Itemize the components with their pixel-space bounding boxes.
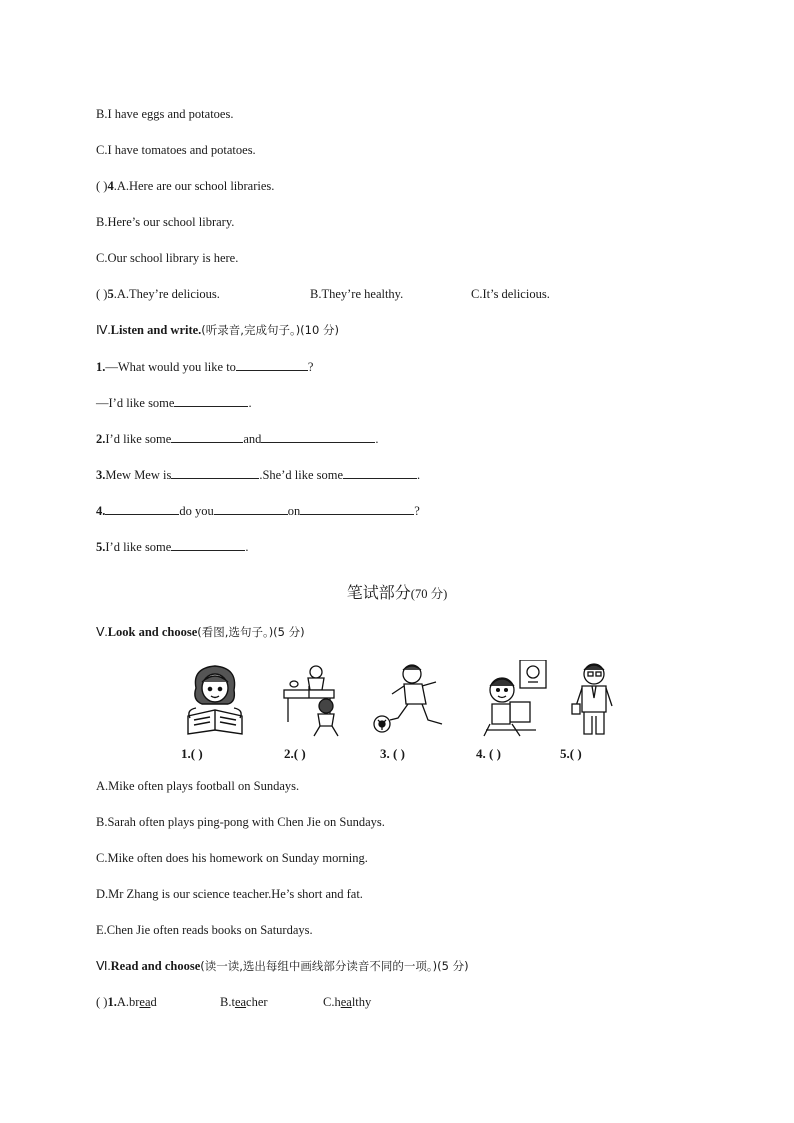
- option-b: B.Sarah often plays ping-pong with Chen Jie on Sundays.: [96, 815, 385, 829]
- section-numeral: Ⅳ.: [96, 323, 111, 337]
- question-number: 4.: [96, 504, 106, 518]
- question-number: 3.: [96, 468, 106, 482]
- part-score: (70 分): [410, 587, 448, 601]
- sentence-text: do you: [179, 504, 214, 518]
- q5-option-a: .A.They’re delicious.: [113, 287, 220, 301]
- option-d: D.Mr Zhang is our science teacher.He’s short and fat.: [96, 887, 363, 901]
- section-instruction: (读一读,选出每组中画线部分读音不同的一项。)(5 分): [200, 959, 469, 973]
- sentence-text: Mew Mew is: [105, 468, 172, 482]
- word-c-suffix: lthy: [351, 995, 372, 1009]
- sentence-text: and: [243, 432, 262, 446]
- s4-q4: [96, 502, 420, 519]
- section-5-heading: [96, 624, 305, 640]
- s4-q2: [96, 430, 379, 447]
- answer-blank[interactable]: [300, 502, 414, 515]
- q3-option-c: C.I have tomatoes and potatoes.: [96, 143, 256, 157]
- sentence-text: —What would you like to: [105, 360, 236, 374]
- word-a-suffix: d: [150, 995, 157, 1009]
- sentence-text: on: [287, 504, 301, 518]
- punctuation: .: [245, 540, 249, 554]
- question-number: 5.: [96, 540, 106, 554]
- q5-line: [96, 286, 220, 302]
- punctuation: ?: [414, 504, 420, 518]
- s4-q1b: [96, 394, 252, 411]
- girl-reading-picture: [182, 660, 248, 736]
- q4-option-c: C.Our school library is here.: [96, 251, 239, 265]
- answer-paren[interactable]: ( ): [96, 179, 108, 193]
- s6-q1: [96, 994, 157, 1010]
- s6-q1-option-b: [220, 994, 268, 1010]
- section-numeral: Ⅴ.: [96, 625, 108, 639]
- word-b-underlined: ea: [234, 995, 247, 1009]
- s4-q1a: [96, 358, 313, 375]
- option-a: A.Mike often plays football on Sundays.: [96, 779, 300, 793]
- q4-option-b: B.Here’s our school library.: [96, 215, 235, 229]
- punctuation: .: [248, 396, 252, 410]
- punctuation: .: [417, 468, 421, 482]
- punctuation: ?: [307, 360, 314, 374]
- answer-blank[interactable]: [174, 394, 248, 407]
- picture-number-1[interactable]: 1.( ): [181, 746, 203, 761]
- answer-paren[interactable]: ( ): [96, 995, 108, 1009]
- word-a-prefix: A.br: [116, 995, 140, 1009]
- answer-blank[interactable]: [214, 502, 288, 515]
- section-title: Listen and write.: [110, 323, 202, 337]
- sentence-text: —I’d like some: [96, 396, 175, 410]
- question-number: 2.: [96, 432, 106, 446]
- q3-option-b: B.I have eggs and potatoes.: [96, 107, 234, 121]
- q5-option-b: B.They’re healthy.: [310, 287, 404, 301]
- written-part-title: [0, 580, 794, 603]
- question-number: 4: [107, 179, 114, 193]
- s4-q3: [96, 466, 420, 483]
- sentence-text: .She’d like some: [259, 468, 344, 482]
- homework-picture: [476, 660, 554, 740]
- section-instruction: (听录音,完成句子。)(10 分): [201, 323, 339, 337]
- question-number: 5: [107, 287, 114, 301]
- punctuation: .: [375, 432, 379, 446]
- question-number: 1.: [96, 360, 106, 374]
- section-4-heading: [96, 322, 339, 338]
- s4-q5: [96, 538, 248, 555]
- word-b-suffix: cher: [246, 995, 268, 1009]
- section-instruction: (看图,选句子。)(5 分): [197, 625, 305, 639]
- answer-blank[interactable]: [171, 538, 245, 551]
- part-title-text: 笔试部分: [346, 583, 411, 602]
- picture-number-5[interactable]: 5.( ): [560, 746, 582, 761]
- section-6-heading: [96, 958, 469, 974]
- answer-blank[interactable]: [261, 430, 375, 443]
- q4-line: [96, 178, 274, 194]
- answer-blank[interactable]: [171, 466, 259, 479]
- football-picture: [372, 660, 452, 740]
- sentence-text: I’d like some: [105, 432, 172, 446]
- s6-q1-option-c: [323, 994, 371, 1010]
- picture-number-3[interactable]: 3. ( ): [380, 746, 405, 761]
- answer-blank[interactable]: [105, 502, 179, 515]
- section-title: Read and choose: [110, 959, 201, 973]
- word-b-prefix: B.t: [220, 995, 235, 1009]
- picture-number-2[interactable]: 2.( ): [284, 746, 306, 761]
- word-c-prefix: C.h: [323, 995, 341, 1009]
- question-number: 1.: [107, 995, 117, 1009]
- word-c-underlined: ea: [340, 995, 352, 1009]
- ping-pong-picture: [280, 660, 346, 738]
- q5-option-c: C.It’s delicious.: [471, 287, 550, 301]
- option-e: E.Chen Jie often reads books on Saturdays.: [96, 923, 313, 937]
- section-title: Look and choose: [107, 625, 198, 639]
- option-c: C.Mike often does his homework on Sunday morning.: [96, 851, 368, 865]
- section-numeral: Ⅵ.: [96, 959, 111, 973]
- answer-paren[interactable]: ( ): [96, 287, 108, 301]
- answer-blank[interactable]: [343, 466, 417, 479]
- teacher-picture: [570, 660, 618, 740]
- word-a-underlined: ea: [139, 995, 151, 1009]
- answer-blank[interactable]: [171, 430, 243, 443]
- answer-blank[interactable]: [236, 358, 308, 371]
- picture-number-4[interactable]: 4. ( ): [476, 746, 501, 761]
- sentence-text: I’d like some: [105, 540, 172, 554]
- q4-option-a: .A.Here are our school libraries.: [113, 179, 275, 193]
